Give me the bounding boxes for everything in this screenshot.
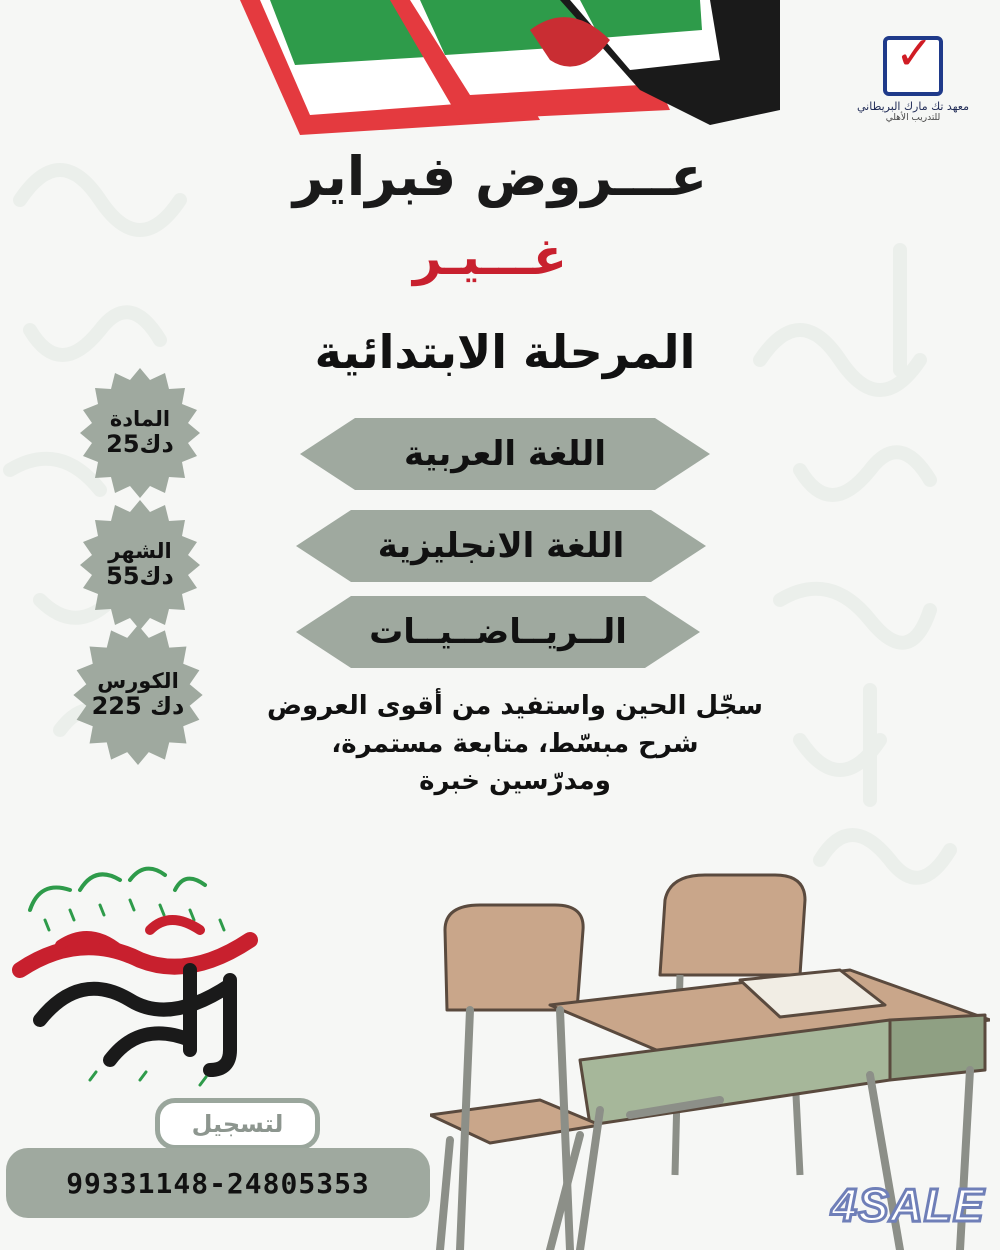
subject-label: الــريــاضــيــات (369, 612, 627, 652)
stage-heading: المرحلة الابتدائية (314, 325, 696, 379)
offer-title: عـــروض فبراير (292, 145, 708, 208)
subject-banner-arabic (300, 418, 710, 490)
watermark-text: 4SALE (831, 1179, 985, 1231)
subject-banner-english (296, 510, 706, 582)
price-label: الكورس (97, 669, 179, 694)
price-label: المادة (109, 407, 171, 432)
phone-numbers[interactable]: 99331148-24805353 (6, 1148, 430, 1218)
promo-line: شرح مبسّط، متابعة مستمرة، (331, 728, 699, 759)
price-value: 225 دك (91, 692, 185, 721)
institute-logo (838, 26, 988, 140)
register-label: لتسجيل (155, 1098, 320, 1150)
promo-line: سجّل الحين واستفيد من أقوى العروض (266, 691, 764, 721)
offer-subtitle: غـــيـر (412, 228, 568, 286)
subject-banner-math (296, 596, 700, 668)
promo-text (250, 688, 780, 801)
price-badge-month (75, 500, 205, 630)
subject-label: اللغة الانجليزية (377, 526, 625, 566)
4sale-watermark (832, 1176, 984, 1234)
price-value: 25دك (106, 430, 174, 459)
checkmark-box-icon: ✓ (883, 36, 943, 96)
price-badge-subject (75, 368, 205, 498)
logo-subtitle: للتدريب الأهلي (885, 113, 941, 124)
kuwait-flag-ribbon (240, 0, 800, 135)
price-badge-course (68, 625, 208, 765)
subject-label: اللغة العربية (404, 434, 606, 474)
price-value: 55دك (106, 562, 174, 591)
national-day-calligraphy (0, 850, 290, 1100)
logo-name: معهد تك مارك البريطاني (857, 100, 969, 113)
price-label: الشهر (108, 539, 172, 564)
promo-line: ومدرّسين خبرة (419, 766, 611, 797)
